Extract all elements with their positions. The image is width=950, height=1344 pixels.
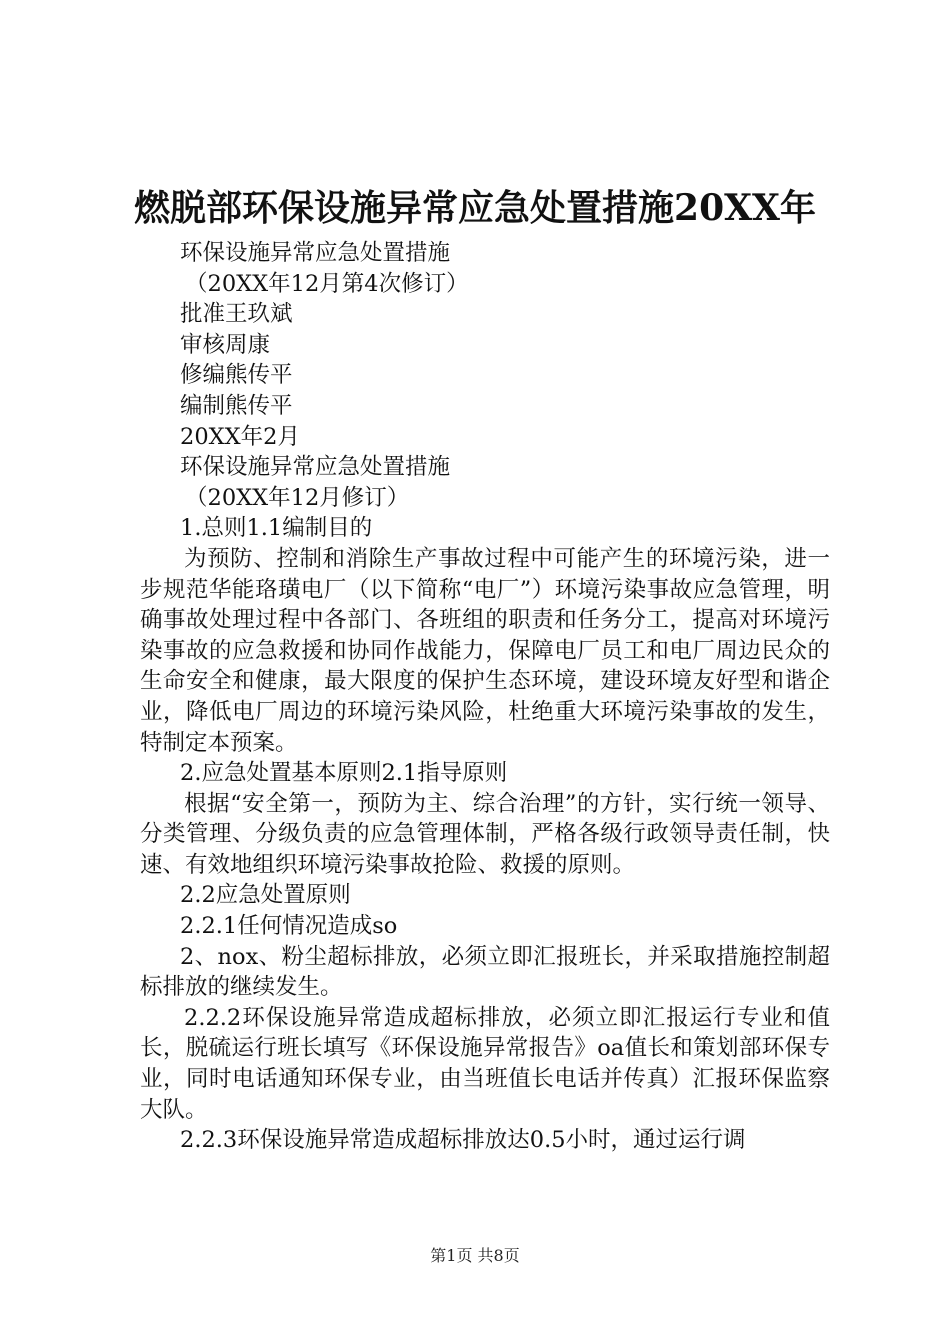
- header-line-date: 20XX年2月: [180, 423, 300, 450]
- page-number-footer: 第1页 共8页: [430, 1246, 520, 1265]
- paragraph-clause-2-2-3: 2.2.3环保设施异常造成超标排放达0.5小时，通过运行调: [180, 1127, 746, 1154]
- header-line-reviewer: 审核周康: [180, 331, 271, 358]
- clause-2-2-1: 2.2.1任何情况造成so: [180, 913, 398, 940]
- section-heading-emergency-principles: 2.2应急处置原则: [180, 882, 351, 909]
- paragraph-clause-2-2-1: 2、nox、粉尘超标排放，必须立即汇报班长，并采取措施控制超标排放的继续发生。: [140, 943, 830, 1001]
- header-line-revision: （20XX年12月第4次修订）: [185, 270, 469, 297]
- header-line-approver: 批准王玖斌: [180, 301, 293, 328]
- header-line-reviser: 修编熊传平: [180, 362, 293, 389]
- paragraph-purpose: 为预防、控制和消除生产事故过程中可能产生的环境污染，进一步规范华能珞璜电厂（以下简称“电厂”）环境污染事故应急管理，明确事故处理过程中各部门、各班组的职责和任务分工，提高对环境污染事故的应急救援和协同作战能力，保障电厂员工和电厂周边民众的生命安全和健康，最大限度的保护生态环境，建设环境友好型和谐企业，降低电厂周边的环境污染风险，杜绝重大环境污染事故的发生，特制定本预案。: [140, 545, 830, 756]
- paragraph-clause-2-2-2: 2.2.2环保设施异常造成超标排放，必须立即汇报运行专业和值长，脱硫运行班长填写《环保设施异常报告》oa值长和策划部环保专业，同时电话通知环保专业，由当班值长电话并传真）汇报环保监察大队。: [140, 1004, 830, 1123]
- document-title: 燃脱部环保设施异常应急处置措施20XX年: [134, 187, 816, 229]
- document-body: [140, 238, 830, 1156]
- header-line-subtitle-2: 环保设施异常应急处置措施: [180, 454, 451, 481]
- header-line-subtitle: 环保设施异常应急处置措施: [180, 240, 451, 266]
- section-heading-general: 1.总则1.1编制目的: [180, 515, 373, 542]
- paragraph-guiding-principles: 根据“安全第一，预防为主、综合治理”的方针，实行统一领导、分类管理、分级负责的应急管理体制，严格各级行政领导责任制，快速、有效地组织环境污染事故抢险、救援的原则。: [140, 790, 830, 878]
- header-line-revision-2: （20XX年12月修订）: [185, 484, 410, 511]
- section-heading-principles: 2.应急处置基本原则2.1指导原则: [180, 760, 508, 787]
- header-line-author: 编制熊传平: [180, 392, 293, 419]
